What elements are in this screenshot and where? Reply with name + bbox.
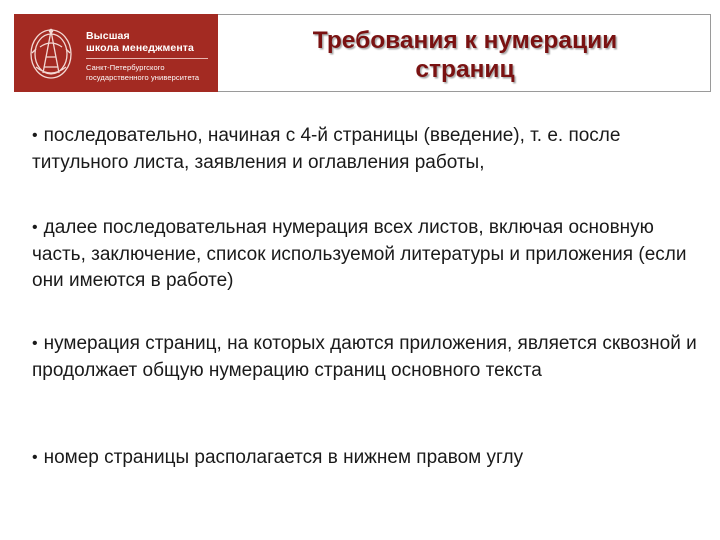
logo-line-1: Высшая xyxy=(86,30,130,42)
list-item-text: нумерация страниц, на которых даются приложения, является сквозной и продолжает общую нумерацию страниц основного текста xyxy=(32,333,697,381)
school-logo xyxy=(14,14,218,92)
bullet-icon: • xyxy=(32,335,38,352)
bullet-icon: • xyxy=(32,127,38,144)
logo-sub-line-2: государственного университета xyxy=(86,72,200,82)
bullet-icon: • xyxy=(32,449,38,466)
logo-sub-line-1: Санкт-Петербургского xyxy=(86,63,165,72)
logo-title xyxy=(86,30,216,54)
list-item xyxy=(32,445,523,472)
list-item xyxy=(32,123,702,176)
list-item xyxy=(32,215,702,294)
title-line-1: Требования к нумерации xyxy=(312,27,618,54)
emblem-icon xyxy=(22,23,80,83)
list-item-text: номер страницы располагается в нижнем правом углу xyxy=(43,447,524,468)
list-item-text: последовательно, начиная с 4-й страницы (введение), т. е. после титульного листа, заявления и оглавления работы, xyxy=(32,125,621,173)
title-line-2: страниц xyxy=(415,56,515,83)
list-item-text: далее последовательная нумерация всех листов, включая основную часть, заключение, список используемой литературы и приложения (если они имеются в работе) xyxy=(32,217,687,291)
logo-subtitle xyxy=(86,63,216,82)
logo-divider xyxy=(86,58,208,59)
list-item xyxy=(32,331,702,384)
logo-line-2: школа менеджмента xyxy=(86,42,194,54)
bullet-icon: • xyxy=(32,219,38,236)
page-title xyxy=(220,26,710,84)
